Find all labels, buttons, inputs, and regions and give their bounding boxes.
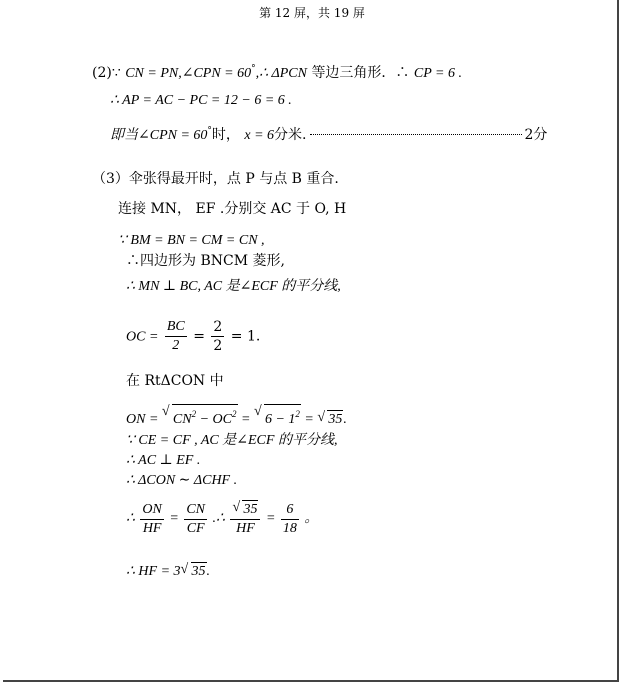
perpendicular-line: ∴ MN ⊥ BC, AC 是∠ECF 的平分线, [126,279,341,294]
connect-line: 连接 MN， EF .分别交 AC 于 O, H [118,201,347,217]
oc-result: = 1. [230,328,261,345]
similar-triangles-line: ∴ ΔCON ∼ ΔCHF . [126,473,238,488]
part2-line1 [92,60,462,83]
ac-perp-ef-line: ∴ AC ⊥ EF . [126,453,201,468]
unit-text: 分米. [274,127,307,143]
bisector-line: ∵ CE = CF , AC 是∠ECF 的平分线, [126,433,338,448]
ratio-equation: ∴ $\frac{ON}{HF}$ = $\frac{CN}{CF}$ .∴ √ $\frac{35}{HF}$ = $\frac{6}{18}$ 。 [126,500,318,538]
equal-sides-line: ∵ BM = BN = CM = CN , [118,233,265,248]
sqrt-cn-oc: √ $CN^2 - OC^2$ [164,404,238,429]
on-equation: ON = √ $CN^2 - OC^2$ = √ $6 - 1^2$ = √ 35. [126,404,347,429]
part2-label: (2)∵ [92,65,121,81]
sqrt-35-result: √ 35 [183,562,207,581]
math-cn-pn: CN = PN,∠CPN = 60 [125,66,252,81]
when-text: 时， [211,127,240,143]
oc-lhs: OC = [126,329,159,345]
oc-equation [126,318,260,355]
degree-mark: ° [251,64,256,74]
fraction-2-2: $\frac{2}{2}$ [213,319,223,354]
sqrt-6-1: √ $6 - 1^2$ [256,404,301,429]
fraction-6-18: $\frac{6}{18}$ [282,501,297,536]
math-angle-cpn: 即当∠CPN = 60 [110,128,208,143]
part3-title: （3）伞张得最开时，点 P 与点 B 重合. [92,171,339,187]
page-header: 第 12 屏，共 19 屏 [259,6,365,20]
fraction-cn-cf: $\frac{CN}{CF}$ [186,501,206,536]
right-triangle-line: 在 RtΔCON 中 [126,373,224,389]
score-mark: 2分 [524,127,548,143]
part2-line3 [110,122,547,145]
equilateral-text: 等边三角形．∴ [311,65,410,81]
page-frame [3,0,619,682]
rhombus-line: ∴四边形为 BNCM 菱形, [126,253,285,269]
part2-line2: ∴ AP = AC − PC = 12 − 6 = 6 . [110,93,292,108]
math-x: x = 6 [244,128,275,143]
fraction-on-hf: $\frac{ON}{HF}$ [142,501,162,536]
hf-result: ∴ HF = 3√ 35. [126,562,210,581]
degree-mark: ° [207,126,212,136]
fraction-bc-2: $\frac{BC}{2}$ [166,319,185,353]
sqrt-35: √ 35 [319,410,343,429]
math-triangle-pcn: ,∴ ΔPCN [255,66,307,81]
fraction-sqrt35-hf: √ $\frac{35}{HF}$ [230,500,260,538]
dot-leader [310,134,522,135]
math-cp: CP = 6 . [413,66,462,81]
equals-sign: = [193,328,205,345]
